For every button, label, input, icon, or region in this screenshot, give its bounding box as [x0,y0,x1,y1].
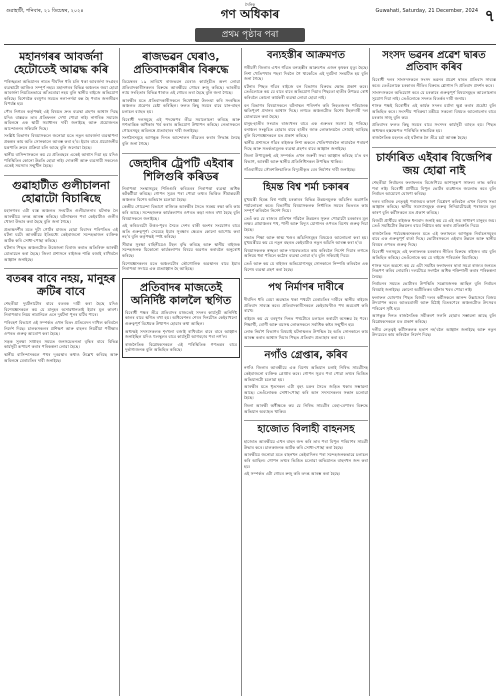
article-headline: প্ৰতিবাদৰ মাজতেই অনিৰ্দিষ্ট কাললৈ স্থগিত [130,280,232,307]
article-headline: বন্যহস্তীৰ আক্ৰমণত [267,50,345,61]
article-paragraph: লোক নিৰ্মাণ বিভাগৰ বিষয়াই ঘটনাস্থলত উপস্থিত হৈ অতি সোনকালে কাম আৰম্ভ কৰাৰ আশ্বাস দিয়াৰ পিছত প্ৰতিবাদ প্ৰত্যাহাৰ কৰা হয়। [244,329,368,340]
article [122,157,240,274]
article-paragraph: এই সম্পৰ্কত এটা গোচৰ ৰুজু কৰি তদন্ত আৰম্ভ কৰা হৈছে। [244,471,341,477]
article-paragraph: প্ৰতিবাদৰ ফলত কিছু সময়ৰ বাবে সংসদৰ কাৰ্যসূচী ব্যাহত হয়। পিছত অধ্যক্ষৰ হস্তক্ষেপত পৰিস্থিতি স্বাভাৱিক হয়। [372,122,496,133]
article-paragraph: ঘটনাৰ পিছত গাঁৱৰ ৰাইজে বন বিভাগৰ বিৰুদ্ধে ক্ষোভ প্ৰকাশ কৰে। তেওঁলোকে কয় যে বাৰে বাৰে অভিযোগ দিয়াৰ পিছতো হাতীৰ উপদ্ৰৱ ৰোধ কৰিবলৈ কোনো কাৰ্যকৰী ব্যৱস্থা লোৱা হোৱা নাই। [244,83,368,100]
article [4,179,118,264]
article-paragraph: শেহতীয়া নিৰ্বাচনৰ ফলাফলত বিজেপিয়ে আশানুৰূপ সাফল্য লাভ কৰিব পৰা নাই। বিৰোধী প্ৰাৰ্থীয়ে বিপুল ভোটৰ ব্যৱধানত জয়লাভ কৰে বুলি নিৰ্বাচন আয়োগে ঘোষণা কৰিছে। [372,179,496,197]
article-paragraph: বিৰোধী পক্ষৰ তীব্ৰ প্ৰতিবাদৰ মাজতেই সদনৰ কাৰ্যসূচী অনিৰ্দিষ্ট কালৰ বাবে স্থগিত ৰখা হয়। অধিবেশনৰ শেষৰ দিনটোত কেইবাখনো গুৰুত্বপূৰ্ণ বিধেয়ক উত্থাপন হোৱাৰ কথা আছিল। [125,309,237,327]
article-body [372,77,496,143]
column-1 [4,48,118,696]
article-body [244,365,368,416]
article-separator [4,268,118,269]
article-paragraph: বিৰোধী দলসমূহে এই ফলাফলক চৰকাৰৰ নীতিৰ বিৰুদ্ধে ৰাইজৰ ৰায় বুলি অভিহিত কৰিছে। তেওঁলোকে কয় যে ৰাইজে পৰিৱৰ্তন বিচাৰিছে। [372,249,496,261]
article-paragraph: বিজয়ী প্ৰাৰ্থীয়ে ৰাইজক ধন্যবাদ জনাই কয় যে এই জয় সাধাৰণ মানুহৰ জয়। তেওঁ সমষ্টিটোৰ উন্নয়নৰ বাবে নিষ্ঠাৰে কাম কৰাৰ প্ৰতিশ্ৰুতি দিয়ে। [372,217,496,229]
article-body [4,79,118,171]
article-paragraph: হাজোত আৰক্ষীয়ে এখন বাহন জব্দ কৰি তাৰ পৰা বিপুল পৰিমাণৰ সামগ্ৰী উদ্ধাৰ কৰে। চালকজনক আটক কৰি সোধা-পোছা কৰা হৈছে। [244,439,368,450]
article-paragraph: বিশেষজ্ঞসকলৰ মতে অঞ্চলটোৰ ভৌগোলিক অৱস্থানৰ বাবে ইয়াৰ নিৰাপত্তা সদায়ে এক প্ৰত্যাহ্বান হৈ আহিছে। [122,260,240,272]
article [244,182,368,274]
article-paragraph: স্থানীয় বাসিন্দাসকলে কয় যে প্ৰতিবছৰে একেই আশ্বাস দিয়া হয় যদিও পৰিস্থিতিৰ কোনো উন্নতি হোৱা নাই। দোকানী আৰু ব্যৱসায়ী সকলেও একেই সমস্যাৰ সন্মুখীন হৈছে। [4,152,118,169]
article-paragraph: সংশ্লিষ্ট বিভাগৰ বিষয়াসকলে জনোৱা মতে নতুন আবৰ্জনা ব্যৱস্থাপনা প্ৰকল্পৰ কাম অতি সোনকালে আৰম্ভ কৰা হ'ব। ইয়াৰ বাবে প্ৰয়োজনীয় যন্ত্ৰপাতি ক্ৰয়ৰ প্ৰক্ৰিয়া চলি আছে বুলি জনোৱা হৈছে। [4,133,118,150]
article-paragraph: বন বিভাগৰ বিষয়াসকলে ঘটনাস্থল পৰিদৰ্শন কৰি নিহতজনৰ পৰিয়ালক ক্ষতিপূৰণ প্ৰদানৰ আশ্বাস দিছে। লগতে অঞ্চলটোত বিশেষ টহলদাৰী দল মোতায়েন কৰা হৈছে। [244,102,368,119]
column-4 [372,48,496,696]
article-body [244,439,368,479]
article-paragraph: দীৰ্ঘদিন ধৰি বেয়া অৱস্থাত থকা পথটো মেৰামতিৰ দাবীৰে স্থানীয় ৰাইজে প্ৰতিবাদ সাব্যস্ত কৰে। প্ৰতিবাদকাৰীসকলে কেইবাঘণ্টাও পথ অৱৰোধ কৰি ৰাখে। [244,297,368,314]
boxed-article [122,278,240,358]
article-separator [372,147,496,148]
masthead-date-english: Guwahati, Saturday, 21 December, 2024 [375,8,478,14]
article-paragraph: নগাঁও জিলাৰ আৰক্ষীয়ে এক বিশেষ অভিযান চলাই নিষিদ্ধ সামগ্ৰীসহ কেইবাজনো ব্যক্তিক গ্ৰেপ্তাৰ কৰে। গোপন সূত্ৰৰ পৰা পোৱা তথ্যৰ ভিত্তিত অভিযানটো চলোৱা হয়। [244,365,368,382]
article-paragraph: শেহতীয়া দুৰ্ঘটনাটোৰ বাবে বতৰক দায়ী কৰা হৈছে যদিও বিশেষজ্ঞসকলে কয় যে মানুহৰ অসাৱধানতাই ইয়াৰ মূল কাৰণ। নিৰাপত্তাৰ নিয়ম নামানিলে এনে দুৰ্ঘটনা পুনৰ ঘটিব পাৰে। [4,301,118,318]
article-paragraph: বিষয়াসকলক স্বচ্ছতা আৰু দায়বদ্ধতাৰে কাম কৰিবলৈ নিৰ্দেশ দিয়াৰ লগতে অনিয়ম ধৰা পৰিলে কঠোৰ ব্যৱস্থা লোৱা হ'ব বুলি সকিয়াই দিয়ে। [244,247,368,259]
article-paragraph: ঘটনাৰ পিছত অঞ্চলটোত উত্তেজনা বিৰাজ কৰাত অতিৰিক্ত আৰক্ষী মোতায়েন কৰা হৈছে। জিলা প্ৰশাসনে ৰাইজক শান্তি বজাই ৰাখিবলৈ আহ্বান জনাইছে। [4,245,118,262]
article-paragraph: মহানগৰৰ এটা ব্যস্ত অঞ্চলত সংঘটিত গুলীচালনাৰ ঘটনাক লৈ আৰক্ষীয়ে তদন্ত আৰম্ভ কৰিছে। ঘটনাস্থলৰ পৰা কেইবাটাও গুলীৰ খোলা উদ্ধাৰ কৰা হৈছে বুলি জনা গৈছে। [4,207,118,225]
article [372,151,496,340]
article [244,282,368,342]
article-headline: জেহাদীৰ ট্ৰেপটি এইবাৰ শিলিগুৰি কৰিডৰ [128,156,234,183]
column-2 [122,48,240,696]
article-headline: গুৱাহাটীত গুলীচালনা হোৱাটো বিচাৰিছে [12,178,110,205]
article-paragraph: ৰাইজে কয় যে বৰষুণৰ দিনত পথটোৰে চলাচল কৰাটো অসম্ভৱ হৈ পৰে। শিক্ষাৰ্থী, ৰোগী আৰু বয়সস্থ লোকসকলে সৰ্বাধিক কষ্টৰ সন্মুখীন হয়। [244,316,368,327]
article-paragraph: নিৰ্বাচনৰ সময়ত ভোটাৰৰ উপস্থিতি সন্তোষজনক আছিল বুলি নিৰ্বাচন বিষয়াই জনাইছে। কোনো অপ্ৰীতিকৰ ঘটনাৰ খবৰ পোৱা নাই। [372,281,496,293]
article-paragraph: তেওঁ কয় যে ৰাজ্যৰ প্ৰতিখন গাঁৱলৈ উন্নয়নৰ সুফল পোৱাটো চৰকাৰৰ মূল লক্ষ্য। গ্ৰামাঞ্চলৰ পথ, পানী আৰু বিদ্যুৎ যোগানৰ ওপৰত বিশেষ গুৰুত্ব দিয়া হৈছে। [244,215,368,233]
article-paragraph: ডিচেম্বৰৰ ১৯ তাৰিখে ৰাজভৱন ঘেৰাও কাৰ্যসূচীত অংশ লোৱা প্ৰতিবাদকাৰীসকলৰ বিৰুদ্ধে আৰক্ষীয়ে গোচৰ ৰুজু কৰিছে। ভাৰতীয় ন্যায় সংহিতাৰ বিভিন্ন ধাৰাত এই গোচৰ তৰা হৈছে বুলি জনা গৈছে। [122,79,240,96]
article-paragraph: সড়ক সুৰক্ষা সপ্তাহৰ সময়ত জনসচেতনতা বৃদ্ধিৰ বাবে বিভিন্ন কাৰ্যসূচী ৰূপায়ণ কৰাৰ পৰিকল্পনা লোৱা হৈছে। [4,338,118,350]
article-headline: পথ নিৰ্মাণৰ দাবীৰে [268,282,344,294]
column-divider [119,48,120,696]
article-paragraph: দলৰ ৰাজ্যিক নেতৃত্বই পৰাজয়ৰ কাৰণ বিশ্লেষণ কৰিবলৈ এখন বিশেষ সভা আহ্বান কৰিছে। স্থানীয় সমস্যাসমূহক গুৰুত্ব নিদিয়াটোৱেই পৰাজয়ৰ মূল কাৰণ বুলি কৰ্মীসকলে মত প্ৰকাশ কৰিছে। [372,198,496,215]
column-divider [369,48,370,696]
article-headline: মহানগৰৰ আবৰ্জনা হেটোতেই আৱদ্ধ কৰি [13,50,109,76]
article-paragraph: শাসক দলে অৱশ্যে কয় যে এটা সমষ্টিৰ ফলাফলৰ দ্বাৰা সমগ্ৰ ৰাজ্যৰ জনমত নিৰূপণ কৰিব নোৱাৰি। দলটোৱে সংগঠন অধিক শক্তিশালী কৰাৰ পৰিকল্পনা লৈছে। [372,262,496,279]
article-headline: ৰাজভৱন ঘেৰাও, প্ৰতিবাদকাৰীৰ বিৰুদ্ধে [133,50,229,76]
article-body [372,180,496,340]
article-separator [122,153,240,154]
article [372,50,496,143]
article-separator [244,346,368,347]
article-paragraph: আৰক্ষীয়ে জনোৱা মতে বাহনখন কেইবাদিনৰ পৰা সন্দেহজনকভাৱে চলাচল কৰি আছিল। গোপন তথ্যৰ ভিত্তিত চলোৱা অভিযানত বাহনখন জব্দ কৰা হয়। [244,452,368,469]
article-paragraph: ফলাফল ঘোষণাৰ পিছত বিজয়ী দলৰ কৰ্মীসকলে আনন্দ উল্লাসেৰে বিজয় উদযাপন কৰে। আতচবাজী আৰু মিঠাই বিতৰণেৰে অঞ্চলটোত উৎসৱৰ পৰিৱেশ সৃষ্টি হয়। [372,294,496,311]
article [244,350,368,416]
article-paragraph: আগন্তুক দিনত ৰাজনৈতিক সমীকৰণ সলনি হোৱাৰ সম্ভাৱনা আছে বুলি বিশ্লেষকসকলে মত প্ৰকাশ কৰিছে। [372,313,496,324]
article-body [122,186,240,274]
article-paragraph: সাংসদসকলে অভিযোগ কৰে যে চৰকাৰে গুৰুত্বপূৰ্ণ বিষয়সমূহত আলোচনাৰ সুযোগ দিয়া নাই। তেওঁলোকে সদনত বিতৰ্কৰ দাবী জনায়। [372,90,496,101]
article-paragraph: বিৰোধী দলসমূহে এই পদক্ষেপৰ তীব্ৰ সমালোচনা কৰিছে আৰু গণতান্ত্ৰিক অধিকাৰ খৰ্ব কৰাৰ অভিযোগ উত্থাপন কৰিছে। নেতাসকলে গোচৰসমূহ অবিলম্বে প্ৰত্যাহাৰৰ দাবী জনাইছে। [122,116,240,133]
column-divider [241,48,242,696]
article-separator [244,420,368,421]
article-paragraph: শাসক পক্ষই বিৰোধীৰ এই কাৰ্যক সদনৰ মৰ্যাদা ক্ষুণ্ণ কৰাৰ প্ৰচেষ্টা বুলি অভিহিত কৰে। সংসদীয় পৰিক্ৰমা মন্ত্ৰীয়ে সকলো বিষয়ত আলোচনাৰ বাবে চৰকাৰ সাজু বুলি কয়। [372,103,496,120]
article-paragraph: দলীয় নেতৃত্বই কৰ্মীসকলক হতাশ নহ'বলৈ আহ্বান জনাইছে আৰু নতুন উদ্যমেৰে কাম কৰিবলৈ নিৰ্দেশ দিছে। [372,326,496,338]
article-paragraph: এই কৰিডৰটো উত্তৰ-পূবৰ সৈতে দেশৰ বাকী অংশৰ সংযোগৰ বাবে অতি গুৰুত্বপূৰ্ণ। সেয়েহে ইয়াৰ সুৰক্ষাৰ ক্ষেত্ৰত কোনো আপোচ কৰা নহ'ব বুলি কৰ্তৃপক্ষই স্পষ্ট কৰিছে। [122,223,240,240]
column-3 [244,48,368,696]
logo-small-text: দৈনিক [244,2,256,7]
article-body [244,297,368,342]
article-paragraph: ৰাজনৈতিক পৰ্যবেক্ষকসকলৰ মতে এই ফলাফলে আগন্তুক নিৰ্বাচনসমূহৰ বাবে এক গুৰুত্বপূৰ্ণ বাৰ্তা দিছে। ভোটাৰসকলে এইবাৰ উন্নয়ন আৰু স্থানীয় বিষয়ৰ ওপৰত গুৰুত্ব দিছে। [372,230,496,247]
article-paragraph: পৌৰ নিগমৰ কৰ্তৃপক্ষই এই বিষয়ত দ্ৰুত ব্যৱস্থা গ্ৰহণৰ আশ্বাস দিছে যদিও বাস্তৱত তাৰ প্ৰতিফলন দেখা পোৱা নাই। নাগৰিক সমাজে অবিলম্বে এক স্থায়ী সমাধানৰ দাবী জনাইছে আৰু প্ৰয়োজনত আন্দোলনৰ সকিয়নি দিছে। [4,108,118,131]
article [244,50,368,174]
article-paragraph: অধ্যক্ষই সদস্যসকলক শৃংখলা বজাই ৰাখিবলৈ বাৰে বাৰে আহ্বান জনাইছিল যদিও হুলস্থূলৰ বাবে কাৰ্যসূচী আগবঢ়াব পৰা নগ'ল। [125,328,237,340]
article-paragraph: বিৰোধী দলৰ সাংসদসকলে সংসদ ভৱনৰ প্ৰৱেশ দ্বাৰত প্ৰতিবাদ সাব্যস্ত কৰে। তেওঁলোকে চৰকাৰৰ নীতিৰ বিৰুদ্ধে শ্লোগান দি প্ৰতিবাদ প্ৰদৰ্শন কৰে। [372,77,496,88]
article-body [244,197,368,274]
masthead [0,0,500,26]
article-paragraph: মুখ্যমন্ত্ৰী হিমন্ত বিশ্ব শৰ্মাই চৰকাৰৰ বিভিন্ন উন্নয়নমূলক আঁচনিৰ অগ্ৰগতি পৰ্যালোচনা কৰে। বিভাগীয় বিষয়াসকলক নিৰ্ধাৰিত সময়ৰ ভিতৰত কাম সম্পূৰ্ণ কৰিবলৈ নিৰ্দেশ দিয়ে। [244,197,368,214]
article-paragraph: জিলা আৰক্ষী অধীক্ষকে কয় যে নিষিদ্ধ সামগ্ৰীৰ বেহা-বেপাৰৰ বিৰুদ্ধে অভিযান অব্যাহত থাকিব। [244,402,368,414]
article-paragraph: আৰক্ষীৰ মতে প্ৰতিবাদকাৰীসকলে নিষেধাজ্ঞা উলংঘা কৰি সংৰক্ষিত অঞ্চলত প্ৰৱেশৰ চেষ্টা কৰিছিল। ফলত কিছু সময়ৰ বাবে যান-বাহন চলাচল ব্যাহত হয়। [122,97,240,114]
logo-title: গণ অধিকাৰ [220,7,280,21]
article-headline: নগাঁও গ্ৰেপ্তাৰ, কৰিব [264,350,348,362]
article-paragraph: জিলা উপায়ুক্তই এই সম্পৰ্কত এখন জৰুৰী সভা আহ্বান কৰিছে য'ত বন বিভাগ, আৰক্ষী আৰু স্থানীয় প্ৰতিনিধিসকল উপস্থিত থাকিব। [244,153,368,164]
article-headline: সংসদ ভৱনৰ প্ৰৱেশ দ্বাৰত প্ৰতিবাদ কৰিব [382,50,486,73]
article-paragraph: কেন্দ্ৰীয় গোৱেন্দা বিভাগে ৰাজ্যিক আৰক্ষীৰ সৈতে সমন্বয় ৰক্ষা কৰি কাম কৰি আছে। সন্দেহজনক কাৰ্যকলাপৰ ওপৰত কড়া নজৰ ৰখা হৈছে বুলি বিষয়াসকলে জনাইছে। [122,204,240,221]
masthead-date-assamese: গুৱাহাটী, শনিবাৰ, ২১ ডিচেম্বৰ, ২০২৪ [6,8,84,14]
article-body [244,65,368,174]
newspaper-logo [206,2,294,22]
section-banner: প্ৰথম পৃষ্ঠাৰ পৰা [195,28,305,42]
article-separator [244,278,368,279]
article-paragraph: মানুহ-হাতীৰ সংঘাত ৰাজ্যখনৰ বাবে এক গুৰুতৰ সমস্যা হৈ পৰিছে। বনাঞ্চল সংকুচিত হোৱাৰ বাবে হাতীৰ জাক লোকালয়লৈ সোমাই আহিছে বুলি বিশেষজ্ঞসকলে মত প্ৰকাশ কৰিছে। [244,121,368,138]
article-paragraph: তেওঁ আৰু কয় যে ৰাইজৰ অভিযোগসমূহ সোনকালে নিষ্পত্তি কৰিবলৈ এক বিশেষ ব্যৱস্থা গ্ৰহণ কৰা হৈছে। [244,261,368,272]
article-body [4,301,118,365]
article-paragraph: প্ৰত্যক্ষদৰ্শীৰ মতে দুটা গোটৰ মাজত হোৱা বিবাদৰ পৰিণতিত এই ঘটনা ঘটে। আৰক্ষীয়ে ইতিমধ্যে কেইবাজনো সন্দেহভাজন ব্যক্তিক আটক কৰি সোধা-পোছা কৰিছে। [4,226,118,243]
article-headline: হাজোত বিলাহী বাহনসহ [257,424,355,436]
article-paragraph: সভাত শিক্ষা আৰু স্বাস্থ্য খণ্ডৰ আঁচনিসমূহৰ বিষয়েও আলোচনা কৰা হয়। মুখ্যমন্ত্ৰীয়ে কয় যে নতুন বছৰত কেইবাটাও নতুন আঁচনি আৰম্ভ কৰা হ'ব। [244,234,368,246]
header-rule [4,44,496,45]
article-paragraph: পৰিচ্ছন্নতা অভিযানৰ নামত দীৰ্ঘদিন ধৰি চলি থকা আবৰ্জনা সংগ্ৰহৰ ব্যৱস্থাটো আজিও সম্পূৰ্ণ নহয়। মহানগৰৰ বিভিন্ন অঞ্চলত জমা হোৱা আবৰ্জনা নিয়মিতভাৱে আঁতৰোৱা নহয় বুলি স্থানীয় ৰাইজে অভিযোগ কৰিছে। বিশেষকৈ বৰষুণৰ সময়ত নলা-নৰ্দমা বন্ধ হৈ পৰাত জনজীৱন বিপৰ্যস্ত হয়। [4,79,118,107]
article-paragraph: স্থানীয় প্ৰশাসনে গাঁৱৰ ৰাইজক নিশা অকলে খেতিপথাৰলৈ নাযাবলৈ পৰামৰ্শ দিছে আৰু সতৰ্কতামূলক ব্যৱস্থা গ্ৰহণৰ বাবে আহ্বান জনাইছে। [244,140,368,151]
article-paragraph: ৰাজনৈতিক মহলত এই ঘটনাক লৈ তীব্ৰ চৰ্চা আৰম্ভ হৈছে। [372,135,468,141]
article-paragraph: পৰিবহণ বিভাগে এই সম্পৰ্কত এখন বিতং প্ৰতিবেদন দাখিল কৰিবলৈ নিৰ্দেশ দিছে। চালকসকলৰ প্ৰশিক্ষণ আৰু বাহনৰ নিয়মীয়া পৰীক্ষাৰ ওপৰত গুৰুত্ব আৰোপ কৰা হৈছে। [4,320,118,337]
article-separator [4,175,118,176]
article-headline: চাৰ্ফাৰিত এইবাৰ বিজেপিৰ জয় হোৱা নাই [376,150,492,177]
article-body [4,208,118,264]
article-paragraph: গৰীয়সী জিলাৰ এখন গাঁৱত বন্যহস্তীৰ আক্ৰমণত এজন কৃষকৰ মৃত্যু হৈছে। নিশা খেতিপথাৰ পহৰা দিবলৈ গৈ থাকোঁতে এই দুৰ্ঘটনা সংঘটিত হয় বুলি জনা গৈছে। [244,65,368,82]
article-paragraph: আৰক্ষীৰ মতে ধৃতসকল এটা বৃহৎ চক্ৰৰ সৈতে জড়িত থকাৰ সম্ভাৱনা আছে। তেওঁলোকক সোধা-পোছা কৰি আন সদস্যসকলৰ সন্ধান চলোৱা হৈছে। [244,384,368,401]
article-paragraph: নিৰাপত্তা সংস্থাসমূহে শিলিগুৰি কৰিডৰৰ নিৰাপত্তা ব্যৱস্থা অধিক কটকটীয়া কৰিছে। গোপন সূত্ৰৰ পৰা পোৱা তথ্যৰ ভিত্তিত সীমান্তৱৰ্তী অঞ্চলত বিশেষ অভিযান চলোৱা হৈছে। [122,185,240,202]
article-headline: হিমন্ত বিশ্ব শৰ্মা চকাৰৰ [262,182,350,194]
article-paragraph: গাঁওবাসীয়ে সৌৰশক্তিচালিত বিদ্যুতীকৃত বেৰ নিৰ্মাণৰ দাবী জনাইছে। [244,166,356,172]
article-paragraph: সীমান্ত সুৰক্ষা বাহিনীয়েও টহল বৃদ্ধি কৰিছে আৰু স্থানীয় ৰাইজক সন্দেহজনক যিকোনো কাৰ্যকলাপৰ বিষয়ে অৱগত কৰাবলৈ অনুৰোধ কৰিছে। [122,241,240,259]
article-paragraph: স্থানীয় বাসিন্দাসকলে পথৰ দুৰৱস্থাৰ কথাও উল্লেখ কৰিছে আৰু অবিলম্বে মেৰামতিৰ দাবী জনাইছে। [4,352,118,363]
article [122,50,240,149]
page-number: ৭ [484,6,495,25]
article-headline: বতৰৰ বাবে নহয়, মানুহৰ ক্ৰটিৰ বাবে [6,272,116,299]
article [4,50,118,171]
article-body [125,310,237,355]
article-separator [244,178,368,179]
article-paragraph: সংগঠনসমূহে আগন্তুক দিনত আন্দোলন তীব্ৰতৰ কৰাৰ সিদ্ধান্ত লৈছে বুলি জনা গৈছে। [122,135,240,146]
article [244,424,368,479]
article-body [122,79,240,149]
article-paragraph: ৰাজনৈতিক বিশ্লেষকসকলে এই পৰিস্থিতিক গণতন্ত্ৰৰ বাবে দুৰ্ভাগ্যজনক বুলি অভিহিত কৰিছে। [125,341,237,353]
article [4,272,118,365]
